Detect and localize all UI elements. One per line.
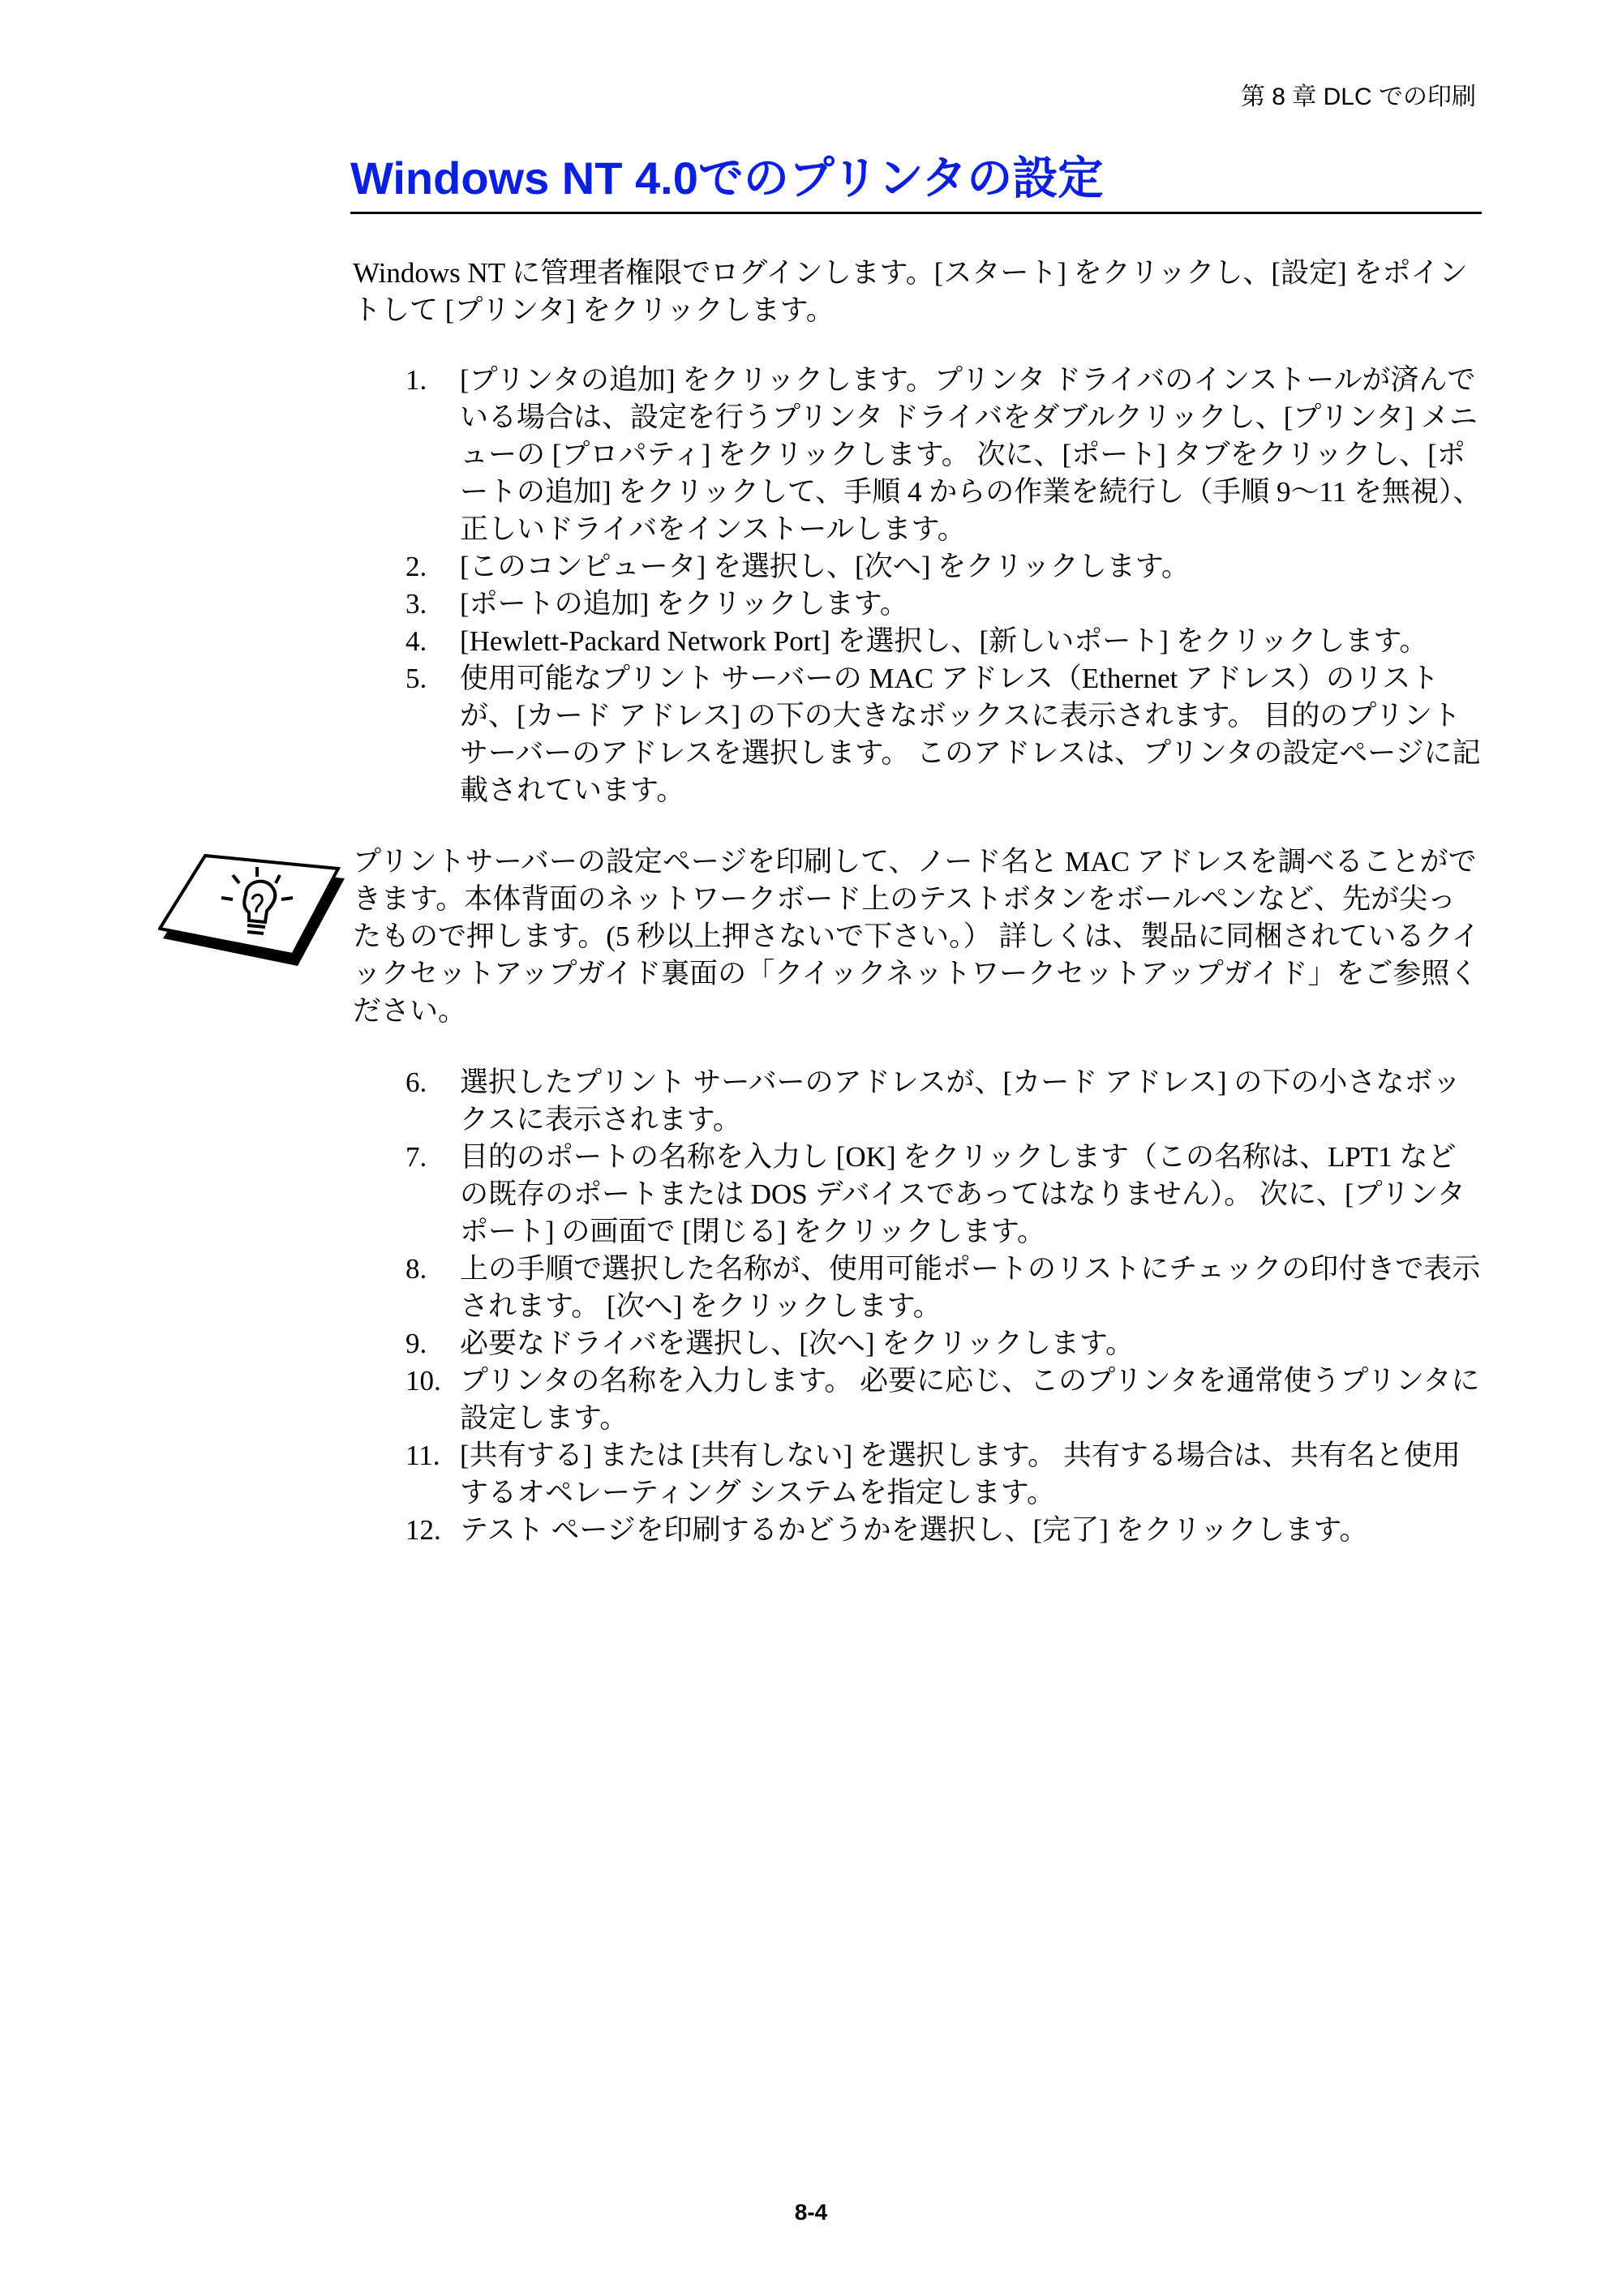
step-number: 10. bbox=[406, 1365, 441, 1397]
list-item bbox=[0, 1363, 1484, 1437]
list-item bbox=[0, 1139, 1484, 1251]
lightbulb-icon bbox=[158, 848, 353, 969]
step-number: 1. bbox=[406, 364, 427, 396]
step-text: プリンタの名称を入力します。 必要に応じ、このプリンタを通常使うプリンタに設定します。 bbox=[460, 1365, 1480, 1434]
intro-paragraph: Windows NT に管理者権限でログインします。[スタート] をクリックし、[設定] をポイントして [プリンタ] をクリックします。 bbox=[353, 257, 1468, 326]
steps-list-part2 bbox=[0, 1064, 1484, 1549]
step-number: 4. bbox=[406, 625, 427, 657]
list-item bbox=[0, 1325, 1484, 1363]
step-text: 必要なドライバを選択し、[次へ] をクリックします。 bbox=[460, 1328, 1135, 1359]
page-title: Windows NT 4.0でのプリンタの設定 bbox=[350, 151, 1482, 214]
step-text: テスト ページを印刷するかどうかを選択し、[完了] をクリックします。 bbox=[460, 1514, 1368, 1546]
list-item bbox=[0, 1251, 1484, 1325]
step-text: 使用可能なプリント サーバーの MAC アドレス（Ethernet アドレス）のリストが、[カード アドレス] の下の大きなボックスに表示されます。 目的のプリント サーバーのアドレスを選択します。 このアドレスは、プリンタの設定ページに記載されています。 bbox=[460, 663, 1481, 806]
note-paragraph: プリントサーバーの設定ページを印刷して、ノード名と MAC アドレスを調べることができます。本体背面のネットワークボード上のテストボタンをボールペンなど、先が尖ったもので押します。(5 秒以上押さないで下さい。） 詳しくは、製品に同梱されているクイックセットアップガイド裏面の「クイックネットワークセットアップガイド」をご参照ください。 bbox=[353, 846, 1480, 1027]
step-number: 8. bbox=[406, 1253, 427, 1285]
step-text: [プリンタの追加] をクリックします。プリンタ ドライバのインストールが済んでいる場合は、設定を行うプリンタ ドライバをダブルクリックし、[プリンタ] メニューの [プロパティ] をクリックします。 次に、[ポート] タブをクリックし、[ポートの追加] をクリックして、手順 4 からの作業を続行し（手順 9～11 を無視）、正しいドライバをインストールします。 bbox=[460, 364, 1482, 545]
list-item bbox=[0, 586, 1484, 623]
step-number: 6. bbox=[406, 1066, 427, 1098]
step-text: [共有する] または [共有しない] を選択します。 共有する場合は、共有名と使用するオペレーティング システムを指定します。 bbox=[460, 1440, 1461, 1508]
list-item bbox=[0, 362, 1484, 548]
steps-list-part1 bbox=[0, 362, 1484, 809]
step-text: [ポートの追加] をクリックします。 bbox=[460, 588, 908, 620]
step-text: 選択したプリント サーバーのアドレスが、[カード アドレス] の下の小さなボックスに表示されます。 bbox=[460, 1066, 1461, 1135]
step-number: 11. bbox=[406, 1440, 440, 1471]
step-text: 目的のポートの名称を入力し [OK] をクリックします（この名称は、LPT1 などの既存のポートまたは DOS デバイスであってはなりません）。 次に、[プリンタ ポート] の画面で [閉じる] をクリックします。 bbox=[460, 1141, 1465, 1247]
step-number: 5. bbox=[406, 663, 427, 694]
step-number: 3. bbox=[406, 588, 427, 620]
step-text: 上の手順で選択した名称が、使用可能ポートのリストにチェックの印付きで表示されます。 [次へ] をクリックします。 bbox=[460, 1253, 1481, 1322]
step-number: 7. bbox=[406, 1141, 427, 1173]
page-number: 8-4 bbox=[794, 2199, 828, 2225]
step-number: 12. bbox=[406, 1514, 441, 1546]
list-item bbox=[0, 548, 1484, 586]
list-item bbox=[0, 660, 1484, 809]
chapter-header: 第 8 章 DLC での印刷 bbox=[1240, 84, 1476, 110]
list-item bbox=[0, 1064, 1484, 1139]
step-number: 9. bbox=[406, 1328, 427, 1359]
list-item bbox=[0, 623, 1484, 660]
step-text: [このコンピュータ] を選択し、[次へ] をクリックします。 bbox=[460, 551, 1190, 582]
list-item bbox=[0, 1512, 1484, 1549]
list-item bbox=[0, 1437, 1484, 1512]
step-text: [Hewlett-Packard Network Port] を選択し、[新しいポート] をクリックします。 bbox=[460, 625, 1428, 657]
step-number: 2. bbox=[406, 551, 427, 582]
